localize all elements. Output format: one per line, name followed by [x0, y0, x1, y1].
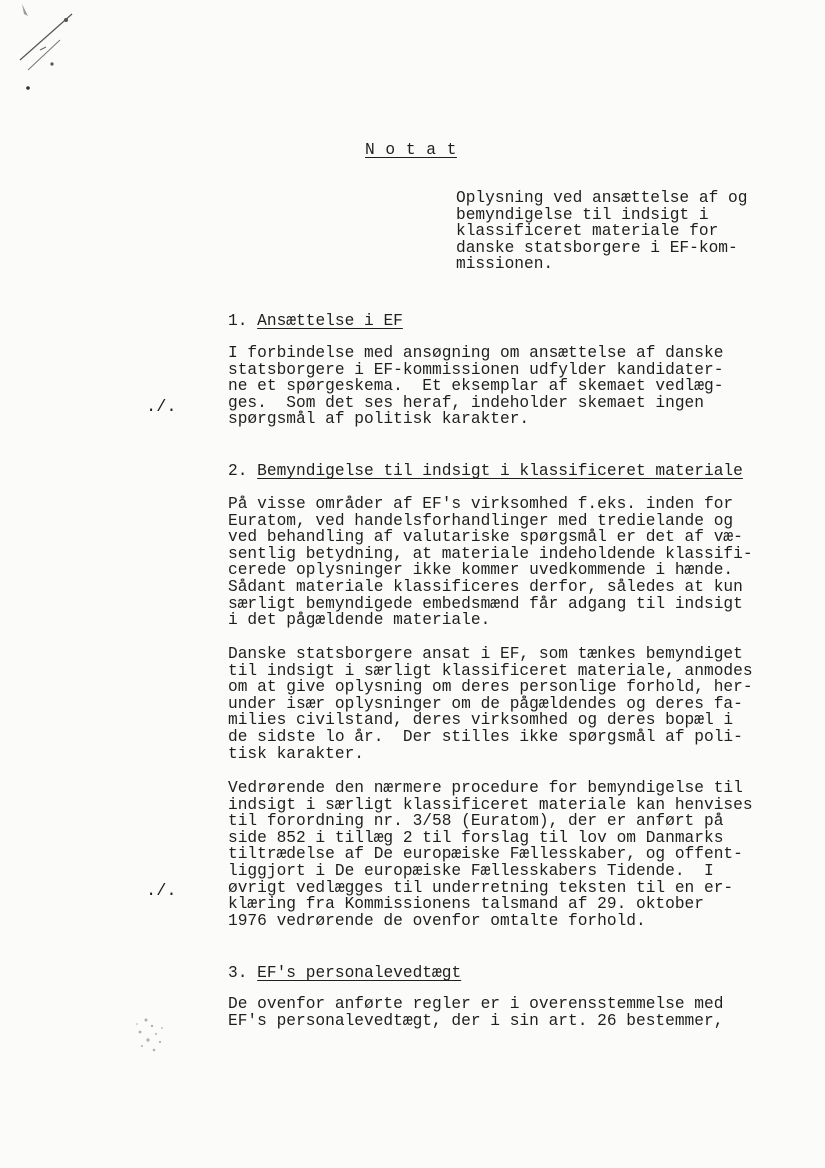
- text-line: ne et spørgeskema. Et eksemplar af skemaet vedlæg-: [228, 377, 724, 396]
- text-line: Danske statsborgere ansat i EF, som tænkes bemyndiget: [228, 645, 743, 663]
- text-line: spørgsmål af politisk karakter.: [228, 410, 530, 429]
- enclosure-margin-mark: ./.: [146, 882, 177, 901]
- page-title: N o t a t: [365, 141, 457, 159]
- text-line: øvrigt vedlægges til underretning teksten til en er-: [228, 878, 734, 897]
- section-2-paragraph-2: [228, 646, 753, 762]
- text-line: til indsigt i særligt klassificeret materiale, anmodes: [228, 661, 753, 680]
- text-line: De ovenfor anførte regler er i overensstemmelse med: [228, 995, 724, 1013]
- section-3-paragraph: [228, 996, 723, 1029]
- text-line: de sidste lo år. Der stilles ikke spørgsmål af poli-: [228, 727, 743, 746]
- section-2-paragraph-3: [228, 780, 753, 929]
- text-line: EF's personalevedtægt, der i sin art. 26 bestemmer,: [228, 1011, 724, 1030]
- section-2-paragraph-1: [228, 496, 753, 629]
- text-line: 1976 vedrørende de ovenfor omtalte forhold.: [228, 911, 646, 930]
- subject-line: bemyndigelse til indsigt i: [456, 205, 709, 224]
- section-2-heading: [228, 462, 743, 480]
- text-line: side 852 i tillæg 2 til forslag til lov om Danmarks: [228, 828, 724, 847]
- section-1-paragraph: [228, 345, 723, 428]
- section-3-heading: [228, 964, 461, 982]
- subject-line: danske statsborgere i EF-kom-: [456, 238, 738, 257]
- section-number: 1.: [228, 312, 248, 330]
- section-number: 2.: [228, 462, 248, 480]
- subject-line: Oplysning ved ansættelse af og: [456, 189, 748, 207]
- text-line: milies civilstand, deres virksomhed og deres bopæl i: [228, 711, 734, 730]
- text-line: særligt bemyndigede embedsmænd får adgang til indsigt: [228, 594, 743, 613]
- text-line: ges. Som det ses heraf, indeholder skemaet ingen: [228, 393, 704, 412]
- text-line: Euratom, ved handelsforhandlinger med tredielande og: [228, 511, 734, 530]
- scan-smudge: [128, 1012, 178, 1062]
- text-line: om at give oplysning om deres personlige forhold, her-: [228, 678, 753, 697]
- text-line: cerede oplysninger ikke kommer uvedkommende i hænde.: [228, 561, 734, 580]
- text-line: tiltrædelse af De europæiske Fællesskaber, og offent-: [228, 845, 743, 864]
- enclosure-margin-mark: ./.: [146, 398, 177, 417]
- corner-scan-mark: [0, 0, 90, 95]
- text-line: sentlig betydning, at materiale indeholdende klassifi-: [228, 544, 753, 563]
- section-title: Ansættelse i EF: [257, 312, 403, 330]
- text-line: under især oplysninger om de pågældendes og deres fa-: [228, 694, 743, 713]
- text-line: ved behandling af valutariske spørgsmål er det af væ-: [228, 528, 743, 547]
- text-line: i det pågældende materiale.: [228, 611, 491, 630]
- text-line: I forbindelse med ansøgning om ansættelse af danske: [228, 344, 724, 362]
- section-title: Bemyndigelse til indsigt i klassificeret materiale: [257, 462, 743, 480]
- text-line: Vedrørende den nærmere procedure for bemyndigelse til: [228, 779, 743, 797]
- text-line: til forordning nr. 3/58 (Euratom), der er anført på: [228, 812, 724, 831]
- text-line: På visse områder af EF's virksomhed f.eks. inden for: [228, 495, 734, 513]
- subject-line: missionen.: [456, 255, 554, 274]
- text-line: Sådant materiale klassificeres derfor, således at kun: [228, 577, 743, 596]
- section-number: 3.: [228, 964, 248, 982]
- subject-line: klassificeret materiale for: [456, 222, 719, 241]
- subject-block: [456, 190, 747, 273]
- text-line: liggjort i De europæiske Fællesskabers Tidende. I: [228, 861, 714, 880]
- section-1-heading: [228, 312, 403, 330]
- text-line: tisk karakter.: [228, 744, 364, 763]
- text-line: klæring fra Kommissionens talsmand af 29. oktober: [228, 895, 704, 914]
- text-line: statsborgere i EF-kommissionen udfylder kandidater-: [228, 360, 724, 379]
- text-line: indsigt i særligt klassificeret materiale kan henvises: [228, 795, 753, 814]
- section-title: EF's personalevedtægt: [257, 964, 462, 982]
